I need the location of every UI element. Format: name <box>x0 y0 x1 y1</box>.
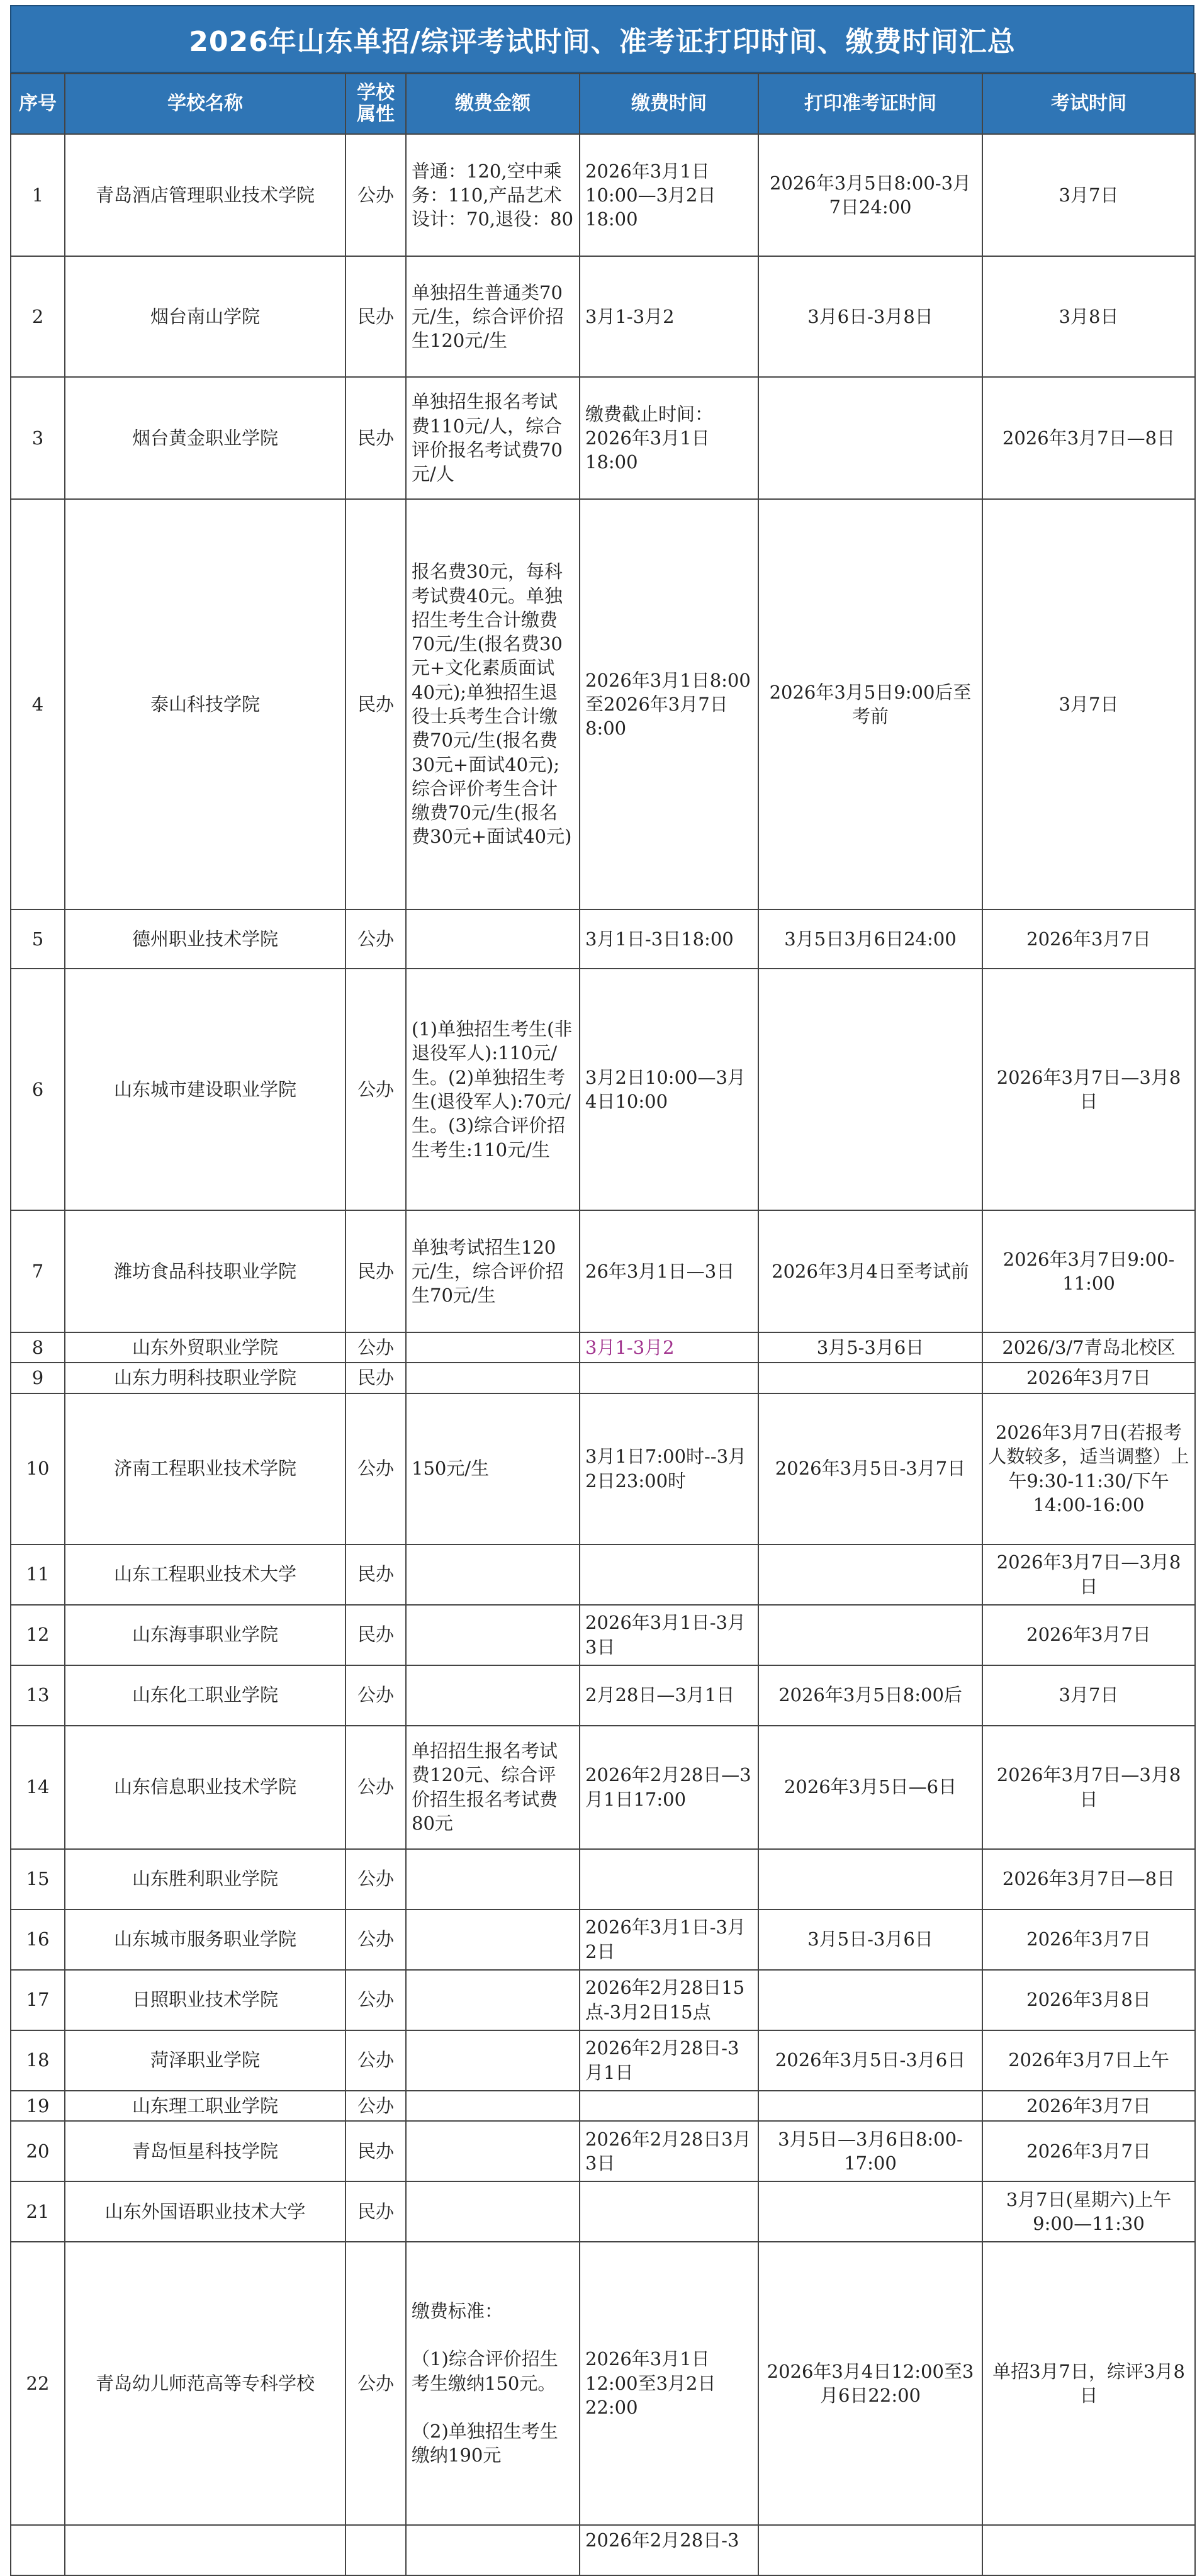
cell-exam-time: 2026年3月7日—3月8日 <box>982 1726 1195 1849</box>
cell-school-type: 公办 <box>345 2242 406 2525</box>
cell-no: 22 <box>11 2242 65 2525</box>
cell-school-type: 民办 <box>345 256 406 377</box>
cell-no: 17 <box>11 1970 65 2030</box>
cell-exam-time: 2026年3月7日上午 <box>982 2030 1195 2091</box>
table-row <box>11 1544 1195 1605</box>
cell-pay-time: 2026年3月1日-3月2日 <box>580 1910 758 1970</box>
cell-exam-time: 2026年3月7日 <box>982 1910 1195 1970</box>
header-fee: 缴费金额 <box>406 74 580 134</box>
cell-pay-time: 3月2日10:00—3月4日10:00 <box>580 969 758 1210</box>
cell-exam-time: 2026/3/7青岛北校区 <box>982 1332 1195 1363</box>
cell-pay-time <box>580 1363 758 1393</box>
cell-school-name: 山东力明科技职业学院 <box>65 1363 345 1393</box>
cell-print-time <box>758 2091 982 2121</box>
cell-print-time <box>758 1544 982 1605</box>
cell-fee <box>406 1605 580 1665</box>
cell-pay-time: 3月1-3月2 <box>580 256 758 377</box>
cell-pay-time: 缴费截止时间：2026年3月1日18:00 <box>580 377 758 499</box>
cell-exam-time: 2026年3月8日 <box>982 1970 1195 2030</box>
schedule-table <box>10 73 1196 2576</box>
cell-print-time <box>758 2181 982 2242</box>
table-row <box>11 1332 1195 1363</box>
cell-no: 12 <box>11 1605 65 1665</box>
cell-no: 11 <box>11 1544 65 1605</box>
cell-fee: 报名费30元，每科考试费40元。单独招生考生合计缴费70元/生(报名费30元+文化素质面试40元);单独招生退役士兵考生合计缴费70元/生(报名费30元+面试40元);综合评价考生合计缴费70元/生(报名费30元+面试40元) <box>406 499 580 909</box>
cell-school-name: 山东化工职业学院 <box>65 1665 345 1726</box>
header-print-time: 打印准考证时间 <box>758 74 982 134</box>
cell-fee: 150元/生 <box>406 1393 580 1544</box>
cell-school-type: 公办 <box>345 2030 406 2091</box>
cell-pay-time: 2026年3月1日12:00至3月2日22:00 <box>580 2242 758 2525</box>
table-row <box>11 499 1195 909</box>
cell-school-name: 山东城市服务职业学院 <box>65 1910 345 1970</box>
cell-print-time: 2026年3月5日8:00后 <box>758 1665 982 1726</box>
header-pay-time: 缴费时间 <box>580 74 758 134</box>
cell-school-type: 公办 <box>345 2091 406 2121</box>
cell-fee <box>406 1544 580 1605</box>
cell-school-type: 公办 <box>345 134 406 256</box>
cell-school-name: 青岛幼儿师范高等专科学校 <box>65 2242 345 2525</box>
cell-fee <box>406 1910 580 1970</box>
table-row <box>11 1210 1195 1332</box>
cell-pay-time: 2026年2月28日3月3日 <box>580 2121 758 2181</box>
table-body <box>11 134 1195 2575</box>
cell-pay-time: 2月28日—3月1日 <box>580 1665 758 1726</box>
cell-no: 10 <box>11 1393 65 1544</box>
table-row <box>11 1363 1195 1393</box>
cell-school-type: 公办 <box>345 1849 406 1910</box>
cell-print-time <box>758 377 982 499</box>
cell-school-name: 山东外国语职业技术大学 <box>65 2181 345 2242</box>
table-row <box>11 1393 1195 1544</box>
cell-print-time <box>758 1849 982 1910</box>
cell-pay-time: 2026年3月1日8:00至2026年3月7日8:00 <box>580 499 758 909</box>
cell-school-type: 公办 <box>345 909 406 969</box>
cell-no: 2 <box>11 256 65 377</box>
cell-school-type: 民办 <box>345 2121 406 2181</box>
cell-no <box>11 2525 65 2575</box>
cell-exam-time: 2026年3月7日9:00-11:00 <box>982 1210 1195 1332</box>
cell-school-name <box>65 2525 345 2575</box>
table-row <box>11 1849 1195 1910</box>
cell-exam-time: 3月7日 <box>982 499 1195 909</box>
cell-print-time <box>758 1605 982 1665</box>
cell-no: 14 <box>11 1726 65 1849</box>
cell-no: 4 <box>11 499 65 909</box>
cell-exam-time: 2026年3月7日 <box>982 2121 1195 2181</box>
cell-no: 8 <box>11 1332 65 1363</box>
cell-school-name: 山东理工职业学院 <box>65 2091 345 2121</box>
cell-no: 3 <box>11 377 65 499</box>
cell-print-time <box>758 1363 982 1393</box>
cell-exam-time: 2026年3月7日 <box>982 909 1195 969</box>
cell-school-type: 民办 <box>345 1605 406 1665</box>
cell-print-time: 2026年3月5日-3月6日 <box>758 2030 982 2091</box>
cell-no: 16 <box>11 1910 65 1970</box>
cell-fee <box>406 1849 580 1910</box>
cell-print-time: 2026年3月5日9:00后至考前 <box>758 499 982 909</box>
cell-fee: 单独招生普通类70元/生，综合评价招生120元/生 <box>406 256 580 377</box>
cell-exam-time: 2026年3月7日—3月8日 <box>982 969 1195 1210</box>
cell-no: 15 <box>11 1849 65 1910</box>
table-row <box>11 1726 1195 1849</box>
cell-fee: 单招招生报名考试费120元、综合评价招生报名考试费80元 <box>406 1726 580 1849</box>
cell-school-type: 公办 <box>345 1726 406 1849</box>
cell-fee <box>406 2030 580 2091</box>
cell-print-time <box>758 1970 982 2030</box>
cell-pay-time: 2026年2月28日—3月1日17:00 <box>580 1726 758 1849</box>
cell-exam-time: 2026年3月7日 <box>982 2091 1195 2121</box>
cell-fee <box>406 1665 580 1726</box>
cell-fee <box>406 1363 580 1393</box>
cell-school-type: 民办 <box>345 2181 406 2242</box>
cell-fee: 缴费标准： （1)综合评价招生考生缴纳150元。 （2)单独招生考生缴纳190元 <box>406 2242 580 2525</box>
cell-fee <box>406 2181 580 2242</box>
cell-exam-time: 2026年3月7日—8日 <box>982 377 1195 499</box>
cell-school-name: 山东工程职业技术大学 <box>65 1544 345 1605</box>
cell-school-name: 青岛恒星科技学院 <box>65 2121 345 2181</box>
cell-fee <box>406 2091 580 2121</box>
cell-school-name: 烟台南山学院 <box>65 256 345 377</box>
cell-school-name: 菏泽职业学院 <box>65 2030 345 2091</box>
cell-exam-time: 2026年3月7日—3月8日 <box>982 1544 1195 1605</box>
cell-school-name: 青岛酒店管理职业技术学院 <box>65 134 345 256</box>
cell-school-type: 民办 <box>345 377 406 499</box>
cell-exam-time: 2026年3月7日 <box>982 1363 1195 1393</box>
table-row <box>11 1910 1195 1970</box>
cell-pay-time <box>580 1544 758 1605</box>
cell-exam-time <box>982 2525 1195 2575</box>
cell-fee: 普通：120,空中乘务：110,产品艺术设计：70,退役：80 <box>406 134 580 256</box>
table-row <box>11 134 1195 256</box>
cell-pay-time: 2026年3月1日-3月3日 <box>580 1605 758 1665</box>
cell-fee <box>406 909 580 969</box>
cell-print-time: 2026年3月4日12:00至3月6日22:00 <box>758 2242 982 2525</box>
cell-school-type: 民办 <box>345 1210 406 1332</box>
cell-school-type <box>345 2525 406 2575</box>
cell-fee: 单独招生报名考试费110元/人，综合评价报名考试费70元/人 <box>406 377 580 499</box>
cell-exam-time: 2026年3月7日—8日 <box>982 1849 1195 1910</box>
cell-pay-time <box>580 2091 758 2121</box>
cell-school-name: 烟台黄金职业学院 <box>65 377 345 499</box>
cell-no: 1 <box>11 134 65 256</box>
cell-no: 13 <box>11 1665 65 1726</box>
table-row <box>11 2121 1195 2181</box>
cell-no: 7 <box>11 1210 65 1332</box>
header-row <box>11 74 1195 134</box>
cell-fee: 单独考试招生120元/生，综合评价招生70元/生 <box>406 1210 580 1332</box>
cell-exam-time: 2026年3月7日(若报考人数较多，适当调整）上午9:30-11:30/下午14:00-16:00 <box>982 1393 1195 1544</box>
header-exam-time: 考试时间 <box>982 74 1195 134</box>
cell-fee <box>406 1970 580 2030</box>
sheet-title: 2026年山东单招/综评考试时间、准考证打印时间、缴费时间汇总 <box>10 5 1194 73</box>
cell-print-time: 3月5日-3月6日 <box>758 1910 982 1970</box>
cell-print-time <box>758 2525 982 2575</box>
cell-print-time: 2026年3月4日至考试前 <box>758 1210 982 1332</box>
cell-print-time: 3月5日—3月6日8:00-17:00 <box>758 2121 982 2181</box>
cell-no: 9 <box>11 1363 65 1393</box>
table-row <box>11 2242 1195 2525</box>
cell-school-type: 民办 <box>345 1363 406 1393</box>
cell-no: 5 <box>11 909 65 969</box>
cell-pay-time: 2026年3月1日10:00—3月2日18:00 <box>580 134 758 256</box>
cell-pay-time <box>580 2181 758 2242</box>
table-row <box>11 1665 1195 1726</box>
table-row <box>11 377 1195 499</box>
cell-school-type: 公办 <box>345 1910 406 1970</box>
cell-school-name: 山东海事职业学院 <box>65 1605 345 1665</box>
table-row <box>11 256 1195 377</box>
cell-exam-time: 3月7日(星期六)上午9:00—11:30 <box>982 2181 1195 2242</box>
cell-school-name: 山东外贸职业学院 <box>65 1332 345 1363</box>
cell-fee <box>406 1332 580 1363</box>
cell-exam-time: 3月7日 <box>982 1665 1195 1726</box>
table-row <box>11 2181 1195 2242</box>
cell-print-time: 2026年3月5日-3月7日 <box>758 1393 982 1544</box>
cell-print-time: 3月6日-3月8日 <box>758 256 982 377</box>
cell-pay-time: 2026年2月28日-3月1日 <box>580 2030 758 2091</box>
table-row <box>11 2091 1195 2121</box>
cell-exam-time: 单招3月7日，综评3月8日 <box>982 2242 1195 2525</box>
cell-pay-time: 3月1-3月2 <box>580 1332 758 1363</box>
cell-school-type: 公办 <box>345 969 406 1210</box>
cell-school-name: 日照职业技术学院 <box>65 1970 345 2030</box>
cell-school-name: 德州职业技术学院 <box>65 909 345 969</box>
cell-pay-time: 2026年2月28日15点-3月2日15点 <box>580 1970 758 2030</box>
table-row <box>11 1605 1195 1665</box>
cell-pay-time: 3月1日7:00时--3月2日23:00时 <box>580 1393 758 1544</box>
cell-pay-time <box>580 1849 758 1910</box>
cell-no: 19 <box>11 2091 65 2121</box>
cell-school-type: 公办 <box>345 1665 406 1726</box>
cell-school-name: 山东城市建设职业学院 <box>65 969 345 1210</box>
cell-print-time <box>758 969 982 1210</box>
cell-exam-time: 3月7日 <box>982 134 1195 256</box>
cell-fee: (1)单独招生考生(非退役军人):110元/生。(2)单独招生考生(退役军人):70元/生。(3)综合评价招生考生:110元/生 <box>406 969 580 1210</box>
cell-school-name: 济南工程职业技术学院 <box>65 1393 345 1544</box>
cell-no: 18 <box>11 2030 65 2091</box>
table-row <box>11 909 1195 969</box>
cell-no: 21 <box>11 2181 65 2242</box>
cell-school-type: 公办 <box>345 1970 406 2030</box>
spreadsheet <box>10 5 1194 2576</box>
cell-print-time: 2026年3月5日—6日 <box>758 1726 982 1849</box>
cell-school-type: 民办 <box>345 1544 406 1605</box>
table-row <box>11 969 1195 1210</box>
cell-school-type: 公办 <box>345 1393 406 1544</box>
cell-print-time: 2026年3月5日8:00-3月7日24:00 <box>758 134 982 256</box>
cell-school-name: 山东信息职业技术学院 <box>65 1726 345 1849</box>
table-row <box>11 2030 1195 2091</box>
table-row <box>11 1970 1195 2030</box>
cell-no: 20 <box>11 2121 65 2181</box>
cell-exam-time: 3月8日 <box>982 256 1195 377</box>
cell-pay-time: 3月1日-3日18:00 <box>580 909 758 969</box>
cell-school-name: 潍坊食品科技职业学院 <box>65 1210 345 1332</box>
header-school-type: 学校属性 <box>345 74 406 134</box>
cell-no: 6 <box>11 969 65 1210</box>
cell-school-type: 民办 <box>345 499 406 909</box>
cell-print-time: 3月5-3月6日 <box>758 1332 982 1363</box>
cell-pay-time: 2026年2月28日-3 <box>580 2525 758 2575</box>
cell-pay-time: 26年3月1日—3日 <box>580 1210 758 1332</box>
header-school-name: 学校名称 <box>65 74 345 134</box>
cell-fee <box>406 2121 580 2181</box>
header-no: 序号 <box>11 74 65 134</box>
cell-school-name: 山东胜利职业学院 <box>65 1849 345 1910</box>
table-row <box>11 2525 1195 2575</box>
cell-print-time: 3月5日3月6日24:00 <box>758 909 982 969</box>
cell-exam-time: 2026年3月7日 <box>982 1605 1195 1665</box>
cell-school-name: 泰山科技学院 <box>65 499 345 909</box>
cell-fee <box>406 2525 580 2575</box>
cell-school-type: 公办 <box>345 1332 406 1363</box>
